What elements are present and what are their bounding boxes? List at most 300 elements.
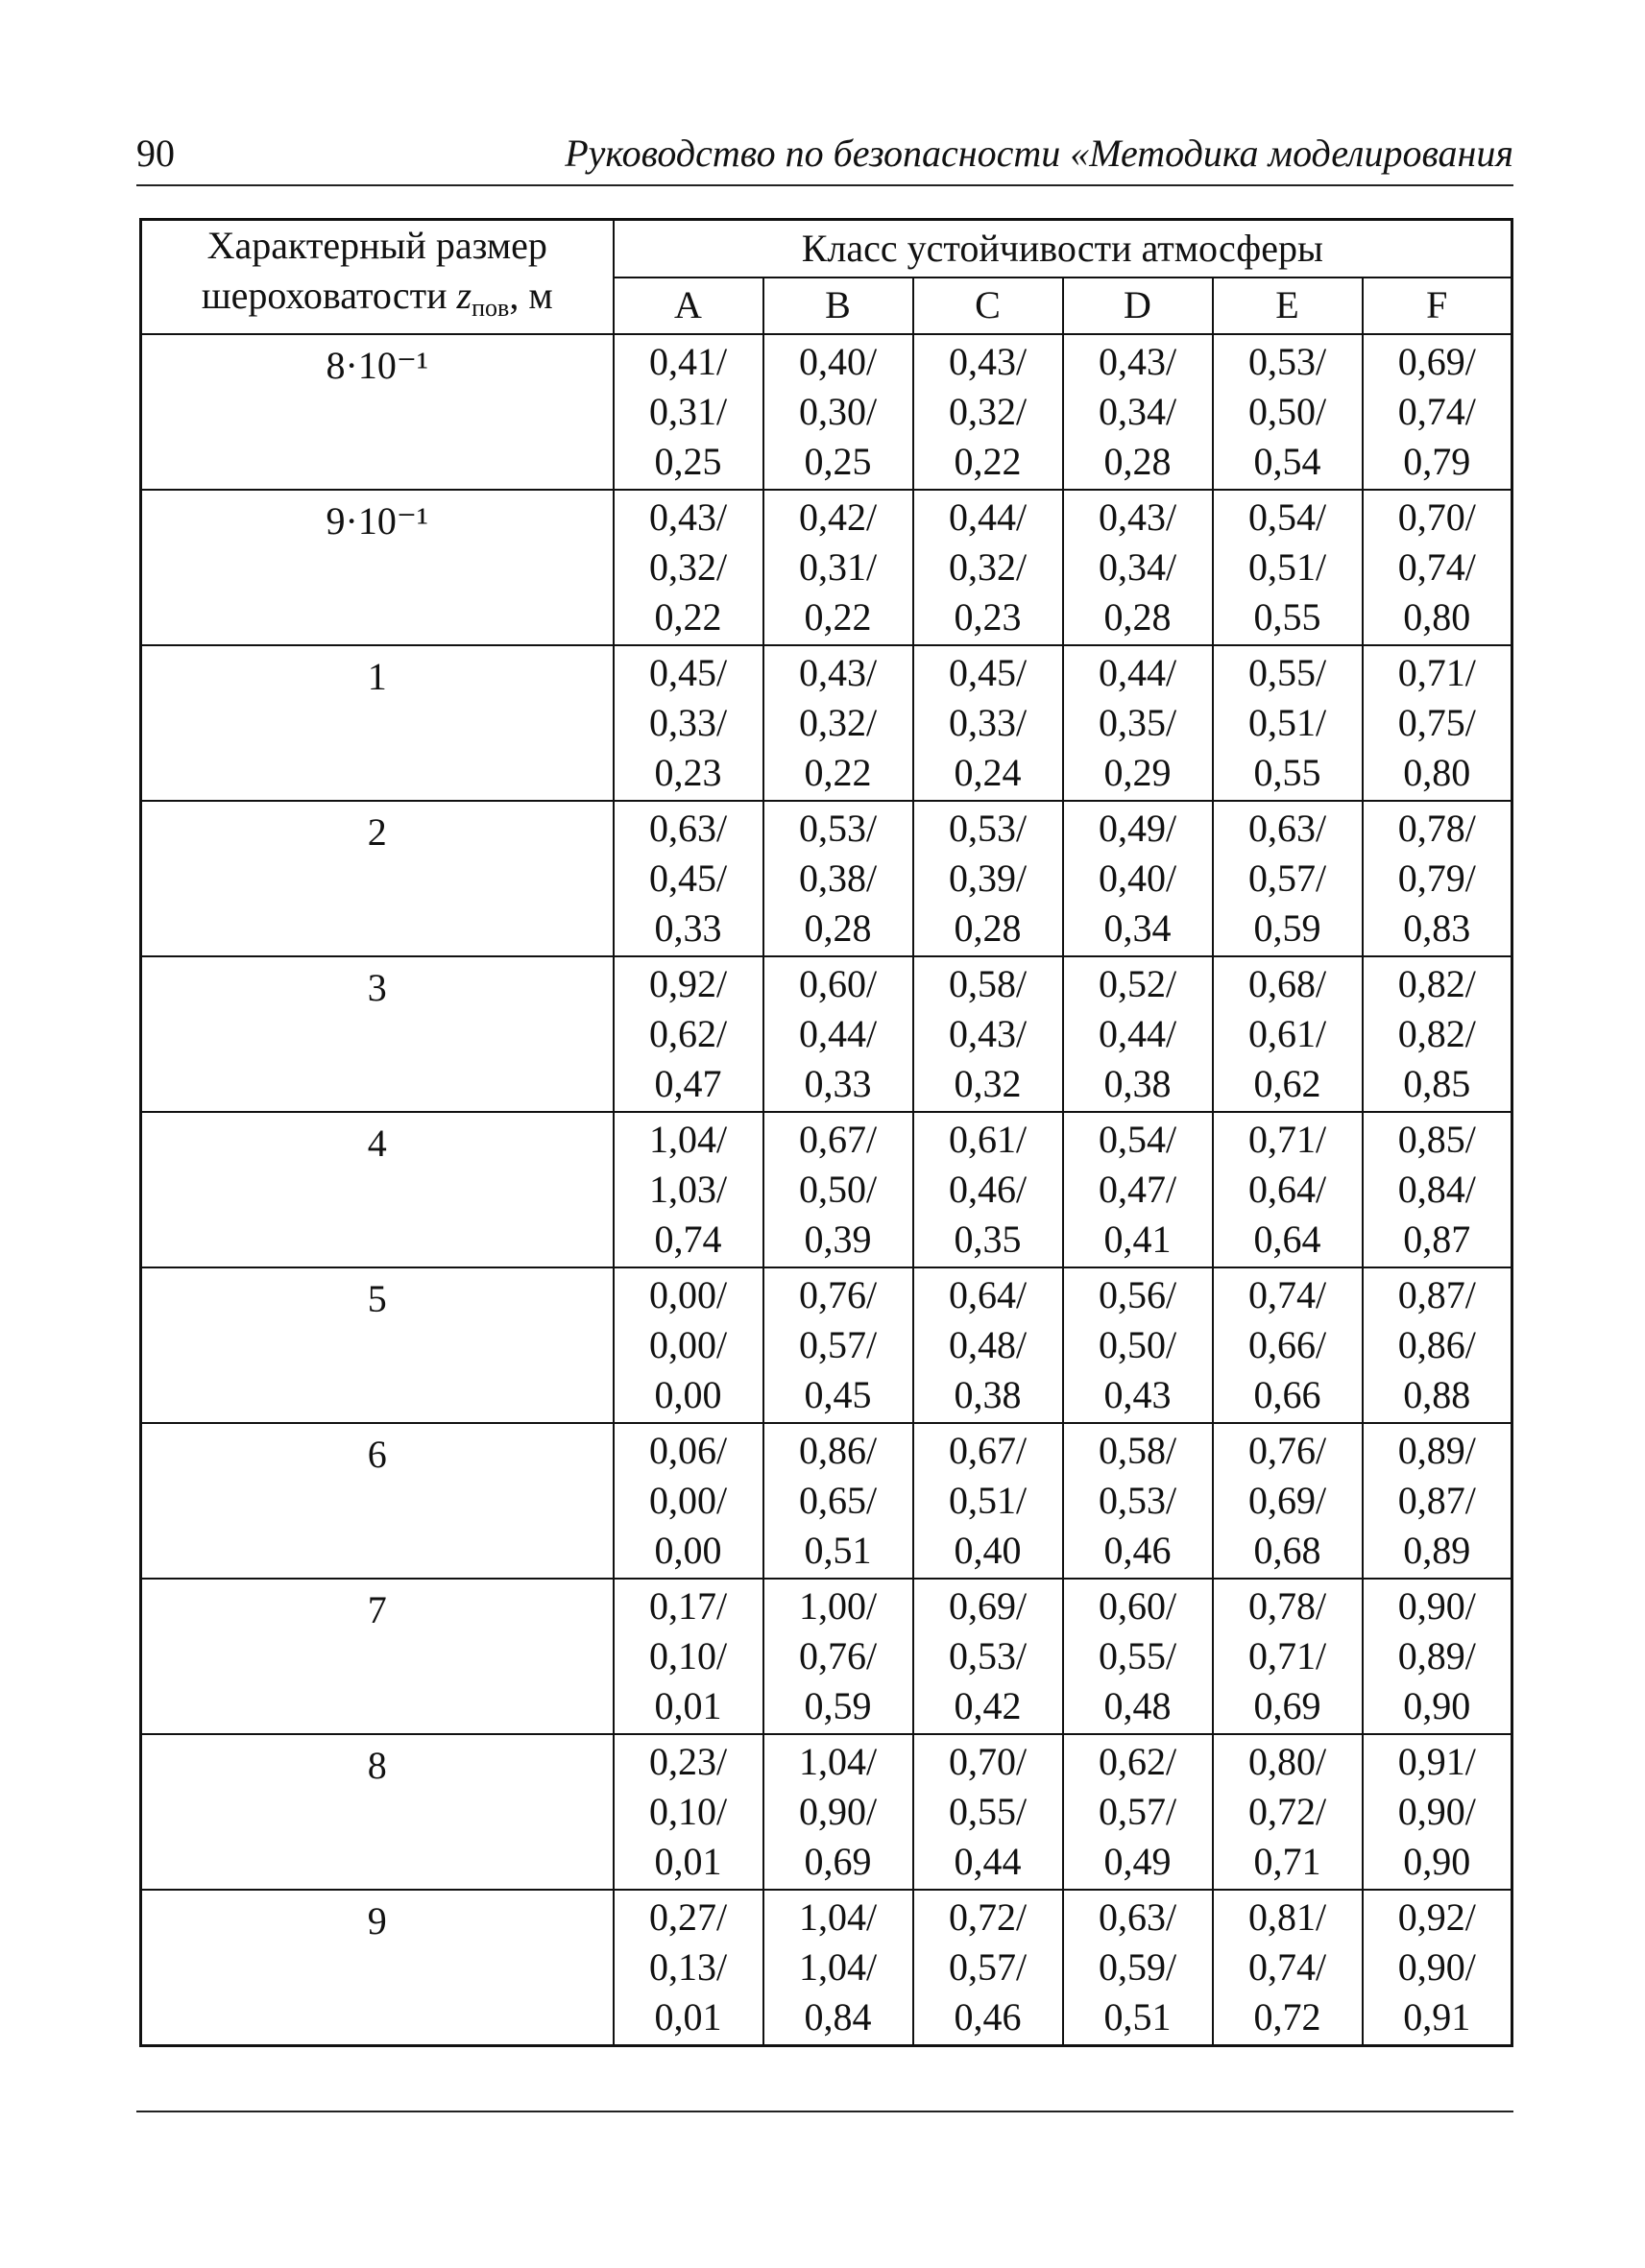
- value-line: 0,78/: [1247, 1584, 1327, 1628]
- value-cell: [1063, 956, 1213, 1112]
- value-line: 1,00/: [798, 1584, 878, 1628]
- value-line: 0,86/: [1397, 1323, 1476, 1366]
- value-cell: [1063, 1579, 1213, 1734]
- value-cell: [1363, 645, 1512, 801]
- size-header-sub: пов: [472, 294, 510, 322]
- value-line: 0,43/: [798, 651, 878, 694]
- value-cell: [1063, 1112, 1213, 1267]
- value-line: 0,50/: [1098, 1323, 1177, 1366]
- value-cell: [1213, 1734, 1363, 1890]
- value-line: 0,74/: [1397, 545, 1476, 589]
- value-cell: [1213, 645, 1363, 801]
- value-line: 0,42/: [798, 495, 878, 539]
- value-line: 0,32/: [798, 701, 878, 744]
- value-line: 0,63/: [1247, 807, 1327, 850]
- class-column-header: F: [1363, 277, 1512, 335]
- value-line: 0,55: [1253, 595, 1321, 639]
- value-line: 0,63/: [648, 807, 728, 850]
- value-line: 0,47/: [1098, 1168, 1177, 1211]
- value-line: 0,85: [1403, 1062, 1471, 1105]
- value-line: 1,04/: [798, 1945, 878, 1989]
- value-line: 0,30/: [798, 390, 878, 433]
- value-line: 0,59: [804, 1684, 872, 1727]
- value-line: 0,53/: [948, 807, 1028, 850]
- value-line: 0,46: [1103, 1529, 1172, 1572]
- value-cell: [614, 1579, 763, 1734]
- value-line: 0,51/: [1247, 701, 1327, 744]
- value-line: 0,53/: [1098, 1479, 1177, 1522]
- value-line: 0,64/: [948, 1273, 1028, 1316]
- value-line: 0,74/: [1247, 1945, 1327, 1989]
- value-cell: [1063, 801, 1213, 956]
- value-line: 0,22: [804, 595, 872, 639]
- value-line: 0,39/: [948, 857, 1028, 900]
- value-line: 0,34/: [1098, 545, 1177, 589]
- value-line: 0,89: [1403, 1529, 1471, 1572]
- value-line: 0,44/: [1098, 1012, 1177, 1055]
- value-line: 0,51: [1103, 1995, 1172, 2039]
- value-line: 0,27/: [648, 1895, 728, 1939]
- value-cell: [614, 1112, 763, 1267]
- value-line: 0,55/: [948, 1790, 1028, 1833]
- value-line: 0,67/: [948, 1429, 1028, 1472]
- value-line: 0,82/: [1397, 962, 1476, 1005]
- value-line: 0,43/: [1098, 340, 1177, 383]
- value-line: 0,70/: [1397, 495, 1476, 539]
- value-line: 0,58/: [948, 962, 1028, 1005]
- value-line: 0,23: [954, 595, 1022, 639]
- table-row: [141, 1423, 1512, 1579]
- class-column-header: A: [614, 277, 763, 335]
- value-line: 0,61/: [1247, 1012, 1327, 1055]
- size-header-line2-prefix: шероховатости: [201, 274, 457, 317]
- value-line: 0,50/: [798, 1168, 878, 1211]
- value-line: 0,44/: [948, 495, 1028, 539]
- value-cell: [913, 1112, 1063, 1267]
- value-cell: [614, 645, 763, 801]
- table-row: [141, 956, 1512, 1112]
- value-line: 1,04/: [798, 1740, 878, 1783]
- value-line: 0,70/: [948, 1740, 1028, 1783]
- value-line: 0,68/: [1247, 962, 1327, 1005]
- value-line: 0,46/: [948, 1168, 1028, 1211]
- value-line: 0,62/: [648, 1012, 728, 1055]
- value-cell: [1063, 334, 1213, 490]
- value-cell: [614, 1267, 763, 1423]
- value-cell: [913, 1579, 1063, 1734]
- value-line: 0,42: [954, 1684, 1022, 1727]
- value-line: 0,75/: [1397, 701, 1476, 744]
- value-line: 0,10/: [648, 1790, 728, 1833]
- value-line: 0,44/: [798, 1012, 878, 1055]
- value-line: 0,23/: [648, 1740, 728, 1783]
- value-cell: [1063, 1267, 1213, 1423]
- value-line: 0,43/: [948, 1012, 1028, 1055]
- value-cell: [763, 1890, 913, 2046]
- value-line: 0,00/: [648, 1479, 728, 1522]
- roughness-stability-table: [139, 218, 1513, 2047]
- size-header-var: z: [456, 274, 472, 317]
- value-line: 0,90/: [1397, 1790, 1476, 1833]
- table-row: [141, 490, 1512, 645]
- roughness-size-cell: 7: [141, 1579, 614, 1734]
- class-column-header: B: [763, 277, 913, 335]
- value-line: 0,79: [1403, 440, 1471, 483]
- value-line: 0,10/: [648, 1634, 728, 1677]
- value-line: 0,76/: [798, 1634, 878, 1677]
- stability-class-header: Класс устойчивости атмосферы: [614, 220, 1512, 277]
- value-line: 0,28: [954, 906, 1022, 950]
- value-cell: [763, 645, 913, 801]
- value-line: 0,65/: [798, 1479, 878, 1522]
- value-line: 0,25: [804, 440, 872, 483]
- value-cell: [1363, 1579, 1512, 1734]
- value-line: 0,78/: [1397, 807, 1476, 850]
- value-cell: [1363, 801, 1512, 956]
- value-line: 0,55: [1253, 751, 1321, 794]
- roughness-size-cell: 6: [141, 1423, 614, 1579]
- value-line: 0,54/: [1098, 1118, 1177, 1161]
- table-row: [141, 334, 1512, 490]
- size-header-line1: Характерный размер: [206, 224, 547, 267]
- value-line: 0,87/: [1397, 1479, 1476, 1522]
- value-line: 0,74/: [1397, 390, 1476, 433]
- value-line: 1,04/: [648, 1118, 728, 1161]
- value-line: 0,71/: [1247, 1634, 1327, 1677]
- value-cell: [763, 1112, 913, 1267]
- value-cell: [614, 1734, 763, 1890]
- value-line: 0,48: [1103, 1684, 1172, 1727]
- roughness-size-header: [141, 220, 614, 335]
- value-line: 0,92/: [1397, 1895, 1476, 1939]
- header-rule: [136, 184, 1513, 186]
- value-line: 0,32/: [648, 545, 728, 589]
- value-line: 0,64: [1253, 1218, 1321, 1261]
- value-line: 0,86/: [798, 1429, 878, 1472]
- value-cell: [913, 1267, 1063, 1423]
- value-cell: [763, 334, 913, 490]
- value-line: 0,90: [1403, 1684, 1471, 1727]
- value-line: 0,17/: [648, 1584, 728, 1628]
- value-cell: [913, 1734, 1063, 1890]
- value-line: 0,38/: [798, 857, 878, 900]
- value-line: 0,25: [654, 440, 722, 483]
- value-line: 0,69/: [1397, 340, 1476, 383]
- value-line: 0,34/: [1098, 390, 1177, 433]
- value-line: 0,89/: [1397, 1634, 1476, 1677]
- value-line: 0,50/: [1247, 390, 1327, 433]
- value-line: 0,40/: [798, 340, 878, 383]
- roughness-size-cell: 4: [141, 1112, 614, 1267]
- value-line: 0,49: [1103, 1840, 1172, 1883]
- value-line: 0,61/: [948, 1118, 1028, 1161]
- value-cell: [1363, 1734, 1512, 1890]
- value-line: 0,71/: [1397, 651, 1476, 694]
- value-line: 0,62: [1253, 1062, 1321, 1105]
- value-line: 0,57/: [1098, 1790, 1177, 1833]
- value-line: 0,00: [654, 1373, 722, 1416]
- value-line: 0,69/: [1247, 1479, 1327, 1522]
- value-line: 0,45/: [648, 651, 728, 694]
- value-line: 0,84: [804, 1995, 872, 2039]
- value-line: 0,53/: [798, 807, 878, 850]
- value-line: 0,74: [654, 1218, 722, 1261]
- value-line: 0,32/: [948, 390, 1028, 433]
- value-line: 0,34: [1103, 906, 1172, 950]
- roughness-size-cell: 9·10⁻¹: [141, 490, 614, 645]
- value-line: 0,43/: [648, 495, 728, 539]
- value-line: 0,80: [1403, 595, 1471, 639]
- value-line: 0,52/: [1098, 962, 1177, 1005]
- value-line: 0,28: [804, 906, 872, 950]
- value-line: 0,64/: [1247, 1168, 1327, 1211]
- value-line: 1,04/: [798, 1895, 878, 1939]
- value-line: 0,87/: [1397, 1273, 1476, 1316]
- value-line: 0,22: [804, 751, 872, 794]
- value-line: 0,69/: [948, 1584, 1028, 1628]
- value-cell: [763, 1423, 913, 1579]
- value-line: 0,44/: [1098, 651, 1177, 694]
- value-line: 0,43/: [1098, 495, 1177, 539]
- value-line: 0,45/: [948, 651, 1028, 694]
- value-line: 0,90/: [798, 1790, 878, 1833]
- value-line: 0,84/: [1397, 1168, 1476, 1211]
- table-row: [141, 1112, 1512, 1267]
- value-line: 0,51/: [1247, 545, 1327, 589]
- value-line: 0,46: [954, 1995, 1022, 2039]
- value-line: 0,69: [1253, 1684, 1321, 1727]
- value-cell: [913, 1890, 1063, 2046]
- class-column-header: E: [1213, 277, 1363, 335]
- value-line: 0,69: [804, 1840, 872, 1883]
- value-line: 0,57/: [1247, 857, 1327, 900]
- value-cell: [1363, 1423, 1512, 1579]
- value-line: 0,00: [654, 1529, 722, 1572]
- value-cell: [1213, 334, 1363, 490]
- value-line: 0,90: [1403, 1840, 1471, 1883]
- table-row: [141, 645, 1512, 801]
- value-line: 0,24: [954, 751, 1022, 794]
- value-line: 0,53/: [948, 1634, 1028, 1677]
- footer-rule: [136, 2111, 1513, 2112]
- value-line: 0,28: [1103, 440, 1172, 483]
- value-line: 0,85/: [1397, 1118, 1476, 1161]
- value-line: 0,31/: [648, 390, 728, 433]
- value-cell: [763, 1734, 913, 1890]
- value-cell: [614, 1423, 763, 1579]
- value-line: 0,60/: [1098, 1584, 1177, 1628]
- value-cell: [1063, 1890, 1213, 2046]
- value-line: 0,43: [1103, 1373, 1172, 1416]
- value-line: 0,91: [1403, 1995, 1471, 2039]
- value-cell: [763, 490, 913, 645]
- value-line: 0,01: [654, 1995, 722, 2039]
- running-title: Руководство по безопасности «Методика моделирования: [565, 132, 1513, 175]
- value-line: 0,51/: [948, 1479, 1028, 1522]
- table-row: [141, 1890, 1512, 2046]
- value-line: 0,13/: [648, 1945, 728, 1989]
- value-line: 0,29: [1103, 751, 1172, 794]
- table-row: [141, 1734, 1512, 1890]
- value-line: 0,48/: [948, 1323, 1028, 1366]
- value-line: 0,23: [654, 751, 722, 794]
- page-number: 90: [136, 132, 175, 175]
- value-line: 0,83: [1403, 906, 1471, 950]
- value-line: 0,54/: [1247, 495, 1327, 539]
- value-line: 0,92/: [648, 962, 728, 1005]
- table-row: [141, 1267, 1512, 1423]
- value-cell: [614, 1890, 763, 2046]
- value-cell: [913, 334, 1063, 490]
- value-cell: [614, 956, 763, 1112]
- class-column-header: C: [913, 277, 1063, 335]
- value-line: 0,35/: [1098, 701, 1177, 744]
- value-line: 0,82/: [1397, 1012, 1476, 1055]
- value-line: 0,60/: [798, 962, 878, 1005]
- class-column-header: D: [1063, 277, 1213, 335]
- value-cell: [763, 1267, 913, 1423]
- value-line: 0,33/: [648, 701, 728, 744]
- value-line: 0,57/: [798, 1323, 878, 1366]
- value-cell: [913, 801, 1063, 956]
- value-cell: [913, 490, 1063, 645]
- value-cell: [1213, 1112, 1363, 1267]
- roughness-size-cell: 8·10⁻¹: [141, 334, 614, 490]
- value-line: 0,01: [654, 1840, 722, 1883]
- value-line: 0,31/: [798, 545, 878, 589]
- value-line: 0,87: [1403, 1218, 1471, 1261]
- size-header-suffix: , м: [509, 274, 553, 317]
- value-line: 0,55/: [1247, 651, 1327, 694]
- value-line: 0,72/: [1247, 1790, 1327, 1833]
- value-line: 0,00/: [648, 1323, 728, 1366]
- value-line: 0,41: [1103, 1218, 1172, 1261]
- value-line: 0,67/: [798, 1118, 878, 1161]
- roughness-size-cell: 2: [141, 801, 614, 956]
- value-line: 0,76/: [1247, 1429, 1327, 1472]
- value-line: 0,49/: [1098, 807, 1177, 850]
- value-line: 0,54: [1253, 440, 1321, 483]
- value-cell: [1063, 645, 1213, 801]
- value-cell: [1063, 1734, 1213, 1890]
- table-row: [141, 801, 1512, 956]
- value-line: 0,38: [954, 1373, 1022, 1416]
- value-line: 0,41/: [648, 340, 728, 383]
- value-cell: [1363, 1112, 1512, 1267]
- value-line: 0,22: [654, 595, 722, 639]
- value-cell: [1363, 490, 1512, 645]
- value-cell: [1363, 956, 1512, 1112]
- value-line: 0,63/: [1098, 1895, 1177, 1939]
- roughness-size-cell: 1: [141, 645, 614, 801]
- value-line: 0,74/: [1247, 1273, 1327, 1316]
- value-line: 0,22: [954, 440, 1022, 483]
- table-row: [141, 1579, 1512, 1734]
- value-line: 0,06/: [648, 1429, 728, 1472]
- value-line: 0,91/: [1397, 1740, 1476, 1783]
- value-line: 0,56/: [1098, 1273, 1177, 1316]
- value-line: 0,45/: [648, 857, 728, 900]
- value-line: 0,53/: [1247, 340, 1327, 383]
- value-cell: [1213, 956, 1363, 1112]
- value-line: 0,71/: [1247, 1118, 1327, 1161]
- roughness-size-cell: 9: [141, 1890, 614, 2046]
- value-cell: [614, 801, 763, 956]
- value-line: 0,33/: [948, 701, 1028, 744]
- value-line: 0,28: [1103, 595, 1172, 639]
- value-line: 0,66/: [1247, 1323, 1327, 1366]
- value-line: 0,47: [654, 1062, 722, 1105]
- value-cell: [614, 490, 763, 645]
- roughness-size-cell: 3: [141, 956, 614, 1112]
- value-line: 0,01: [654, 1684, 722, 1727]
- value-line: 0,00/: [648, 1273, 728, 1316]
- value-line: 0,72/: [948, 1895, 1028, 1939]
- value-line: 0,43/: [948, 340, 1028, 383]
- value-cell: [913, 645, 1063, 801]
- value-line: 0,62/: [1098, 1740, 1177, 1783]
- value-line: 0,80: [1403, 751, 1471, 794]
- value-cell: [1363, 1267, 1512, 1423]
- value-line: 0,33: [654, 906, 722, 950]
- value-cell: [913, 1423, 1063, 1579]
- value-cell: [1213, 1423, 1363, 1579]
- value-line: 0,76/: [798, 1273, 878, 1316]
- value-cell: [1363, 334, 1512, 490]
- value-line: 0,79/: [1397, 857, 1476, 900]
- value-cell: [1213, 1579, 1363, 1734]
- value-line: 0,88: [1403, 1373, 1471, 1416]
- value-line: 0,71: [1253, 1840, 1321, 1883]
- value-line: 0,32/: [948, 545, 1028, 589]
- value-cell: [763, 956, 913, 1112]
- value-line: 0,72: [1253, 1995, 1321, 2039]
- roughness-size-cell: 8: [141, 1734, 614, 1890]
- value-cell: [1213, 490, 1363, 645]
- value-line: 0,55/: [1098, 1634, 1177, 1677]
- value-line: 0,51: [804, 1529, 872, 1572]
- value-line: 0,32: [954, 1062, 1022, 1105]
- value-cell: [763, 801, 913, 956]
- value-line: 0,58/: [1098, 1429, 1177, 1472]
- value-cell: [1213, 801, 1363, 956]
- value-line: 0,66: [1253, 1373, 1321, 1416]
- value-line: 0,57/: [948, 1945, 1028, 1989]
- value-line: 0,59: [1253, 906, 1321, 950]
- value-line: 0,40: [954, 1529, 1022, 1572]
- value-cell: [1063, 1423, 1213, 1579]
- value-line: 0,33: [804, 1062, 872, 1105]
- value-cell: [1213, 1890, 1363, 2046]
- value-line: 0,59/: [1098, 1945, 1177, 1989]
- value-line: 0,80/: [1247, 1740, 1327, 1783]
- value-line: 0,45: [804, 1373, 872, 1416]
- value-line: 0,38: [1103, 1062, 1172, 1105]
- value-cell: [614, 334, 763, 490]
- value-line: 0,90/: [1397, 1945, 1476, 1989]
- value-cell: [1363, 1890, 1512, 2046]
- value-line: 0,35: [954, 1218, 1022, 1261]
- value-cell: [1213, 1267, 1363, 1423]
- value-cell: [913, 956, 1063, 1112]
- value-line: 0,44: [954, 1840, 1022, 1883]
- roughness-size-cell: 5: [141, 1267, 614, 1423]
- value-line: 0,90/: [1397, 1584, 1476, 1628]
- value-line: 0,89/: [1397, 1429, 1476, 1472]
- value-line: 0,40/: [1098, 857, 1177, 900]
- value-cell: [763, 1579, 913, 1734]
- value-line: 1,03/: [648, 1168, 728, 1211]
